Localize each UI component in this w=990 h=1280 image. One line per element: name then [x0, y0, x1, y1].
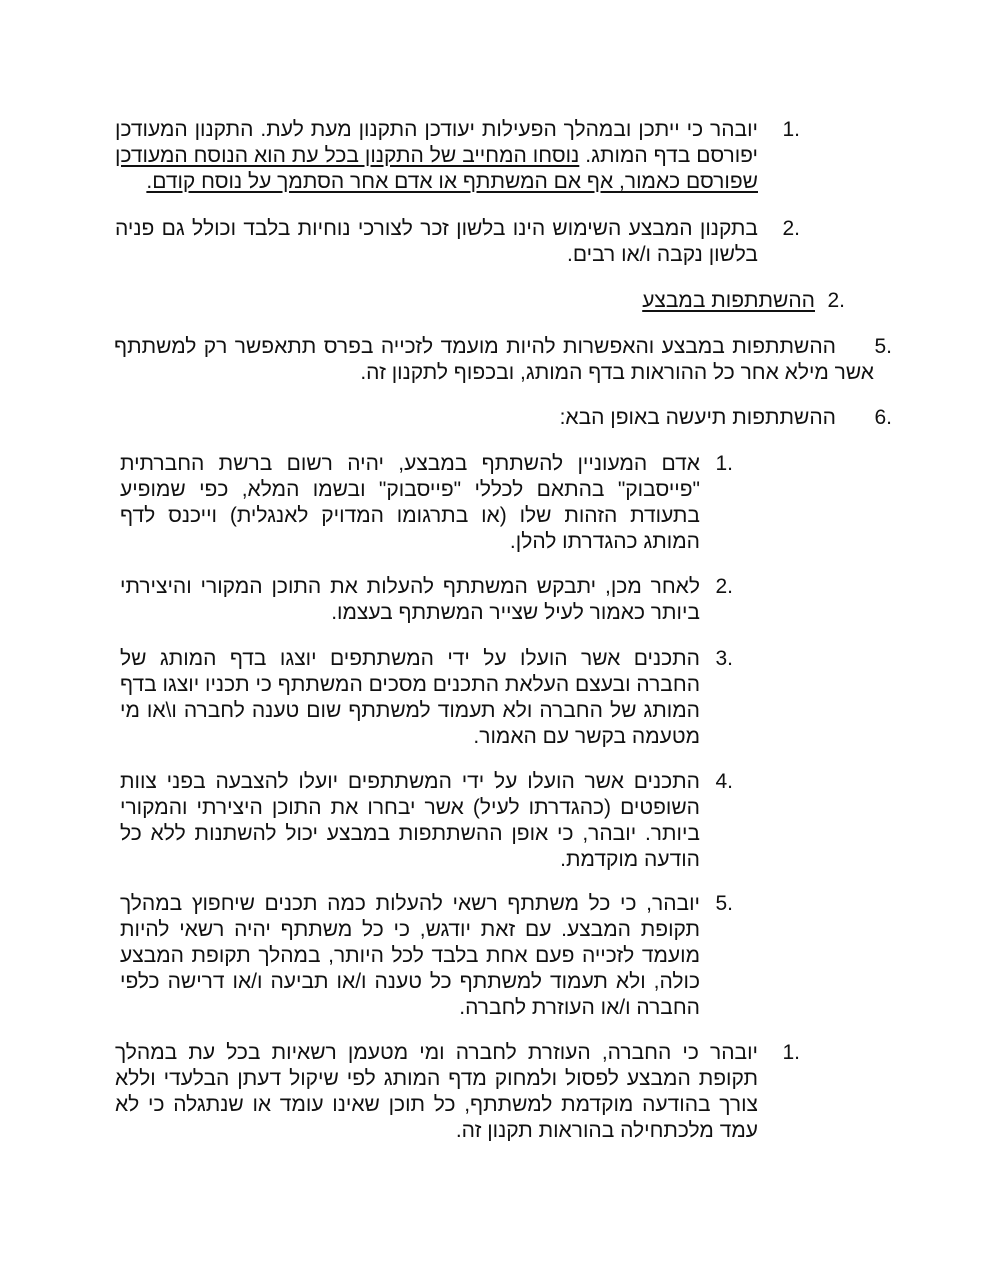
subitem-upload-content	[120, 574, 733, 626]
paragraph-participation-method	[114, 405, 892, 431]
paragraph-text: ההשתתפות במבצע והאפשרות להיות מועמד לזכייה בפרס תתאפשר רק למשתתף אשר מילא אחר כל ההוראות בדף המותג, ובכפוף לתקנון זה.	[114, 335, 874, 384]
subitem-text: התכנים אשר הועלו על ידי המשתתפים יועלו להצבעה בפני צוות השופטים (כהגדרתו לעיל) אשר יבחרו את התוכן היצירתי והמקורי ביותר. יובהר, כי אופן ההשתתפות במבצע יכול להשתנות ללא כל הודעה מוקדמת.	[120, 770, 700, 871]
subitem-text: יובהר, כי כל משתתף רשאי להעלות כמה תכנים שיחפוץ במהלך תקופת המבצע. עם זאת יודגש, כי כל משתתף יהיה רשאי להיות מועמד לזכייה פעם אחת בלבד לכל היותר, במהלך תקופת המבצע כולה, ולא תעמוד למשתתף כל טענה ו/או תביעה ו/או דרישה כלפי החברה ו/או העוזרת לחברה.	[120, 892, 700, 1019]
paragraph-number: 1.	[782, 118, 800, 141]
subitem-text: אדם המעוניין להשתתף במבצע, יהיה רשום ברשת החברתית "פייסבוק" בהתאם לכללי "פייסבוק" ובשמו המלא, כפי שמופיע בתעודת הזהות שלו (או בתרגומו המדויק לאנגלית) וייכנס לדף המותג כהגדרתו להלן.	[120, 452, 700, 553]
paragraph-content-removal	[115, 1040, 800, 1144]
heading-number: 2.	[827, 289, 845, 312]
paragraph-eligibility	[114, 334, 892, 386]
subitem-facebook-registration	[120, 451, 733, 555]
paragraph-update-notice	[115, 117, 800, 195]
subitem-text: התכנים אשר הועלו על ידי המשתתפים יוצגו בדף המותג של החברה ובעצם העלאת התכנים מסכים המשתתף כי תכניו יוצגו בדף המותג של החברה ולא תעמוד למשתתף שום טענה לחברה ו\או מי מטעמה בקשר עם האמור.	[120, 647, 700, 748]
paragraph-gender-language	[115, 216, 800, 268]
heading-text: ההשתתפות במבצע	[642, 289, 815, 312]
paragraph-text-plain: יובהר כי ייתכן ובמהלך הפעילות יעודכן התקנון מעת לעת. התקנון המעודכן יפורסם בדף המותג.	[115, 118, 759, 167]
subitem-content-display	[120, 646, 733, 750]
subitem-number: 5.	[715, 892, 733, 915]
paragraph-text: יובהר כי החברה, העוזרת לחברה ומי מטעמן רשאיות בכל עת במהלך תקופת המבצע לפסול ולמחוק מדף המותג לפי שיקול דעתן הבלעדי וללא צורך בהודעה מוקדמת למשתתף, כל תוכן שאינו עומד או שנתגלה כי לא עמד מלכתחילה בהוראות תקנון זה.	[115, 1041, 758, 1142]
section-heading-participation	[555, 288, 845, 314]
subitem-number: 2.	[715, 575, 733, 598]
subitem-multiple-uploads	[120, 891, 733, 1021]
paragraph-number: 2.	[782, 217, 800, 240]
subitem-judges-vote	[120, 769, 733, 873]
paragraph-text	[115, 117, 758, 195]
subitem-number: 1.	[715, 452, 733, 475]
subitem-number: 3.	[715, 647, 733, 670]
paragraph-text: ההשתתפות תיעשה באופן הבא:	[559, 406, 836, 429]
subitem-number: 4.	[715, 770, 733, 793]
paragraph-text: בתקנון המבצע השימוש הינו בלשון זכר לצורכי נוחיות בלבד וכולל גם פניה בלשון נקבה ו/או רבים.	[115, 217, 758, 266]
subitem-text: לאחר מכן, יתבקש המשתתף להעלות את התוכן המקורי והיצירתי ביותר כאמור לעיל שצייר המשתתף בעצמו.	[120, 575, 700, 624]
paragraph-text-underlined: נוסחו המחייב של התקנון בכל עת הוא הנוסח המעודכן שפורסם כאמור, אף אם המשתתף או אדם אחר הסתמך על נוסח קודם.	[115, 144, 758, 193]
paragraph-number: 6.	[874, 406, 892, 429]
paragraph-number: 1.	[782, 1041, 800, 1064]
paragraph-number: 5.	[874, 335, 892, 358]
